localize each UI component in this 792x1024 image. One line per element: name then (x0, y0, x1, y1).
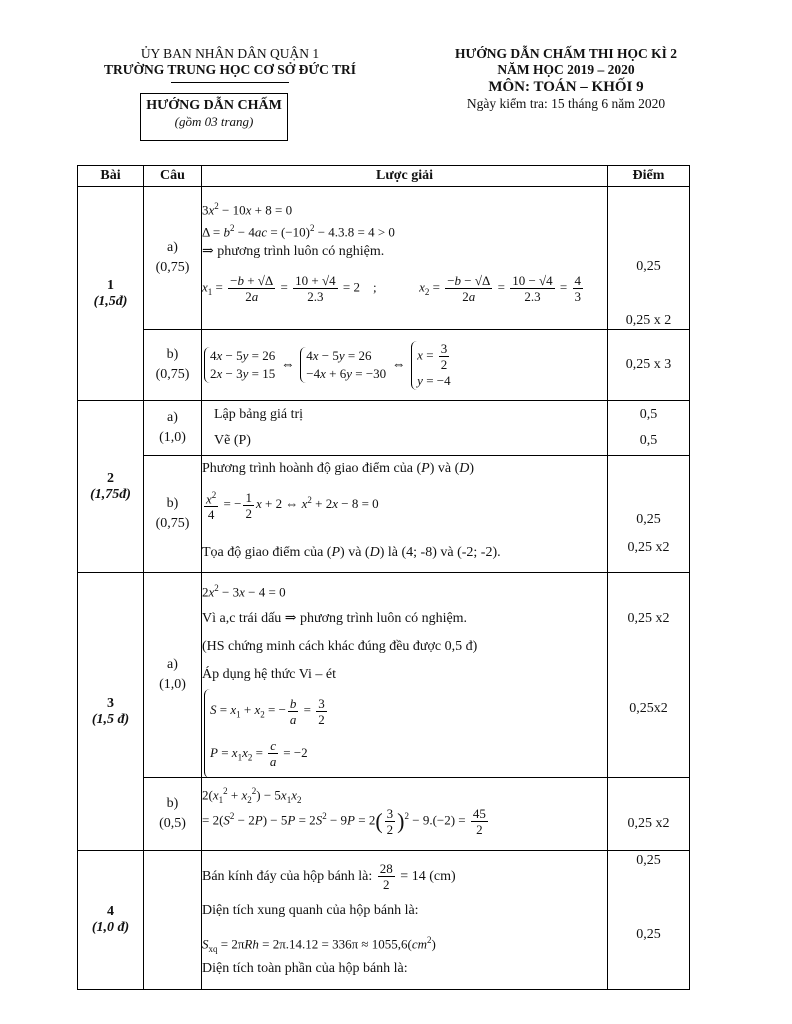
problem-1: 1 (1,5đ) (78, 187, 144, 401)
score-3a: 0,25 x2 0,25x2 (608, 573, 690, 778)
doc-type-title: HƯỚNG DẪN CHẤM (146, 98, 282, 113)
col-diem: Điểm (608, 166, 690, 187)
roots: $x_1$ = $\frac{-b + √\Delta}{2a}$ = $\frac{10 + √4}{2.3}$ = 2 ; $x_2$ = $\frac{-b - √\Delta}{2a}$ = $\frac{10 - √4}{2.3}$ = $\frac{4}{3}$ (202, 273, 582, 304)
score-2b: 0,25 0,25 x2 (608, 456, 690, 573)
question-3a: a) (1,0) (144, 573, 202, 778)
doc-type-box (140, 93, 288, 141)
col-bai: Bài (78, 166, 144, 187)
score-4: 0,25 0,25 (608, 851, 690, 990)
problem-3: 3 (1,5 đ) (78, 573, 144, 851)
underline (171, 82, 289, 83)
col-cau: Câu (144, 166, 202, 187)
question-2b: b) (0,75) (144, 456, 202, 573)
page-count: (gồm 03 trang) (174, 114, 254, 129)
table-row (78, 401, 690, 456)
equation: $3x^2 - 10x + 8 = 0$ (202, 201, 293, 218)
school-name: TRƯỜNG TRUNG HỌC CƠ SỞ ĐỨC TRÍ (103, 62, 357, 77)
grading-table (77, 165, 690, 990)
solution-1b: 4x − 5y = 26 2x − 3y = 15 ⇔ 4x − 5y = 26 −4x + 6y = −30 ⇔ x = $\frac{3}{2}$ y = −4 (202, 330, 608, 401)
table-row (78, 778, 690, 851)
solution-3a: $2x^2 - 3x - 4 = 0$ Vì a,c trái dấu ⇒ phương trình luôn có nghiệm. (HS chứng minh cách khác đúng đều được 0,5 đ) Áp dụng hệ thức Vi – ét $S = x_1 + x_2$ = − $\frac{b}{a}$ = $\frac{3}{2}$ $P = x_1x_2$ = $\frac{c}{a}$ = −2 (202, 573, 608, 778)
solution-2a: Lập bảng giá trị Vẽ (P) (202, 401, 608, 456)
header-left (80, 46, 380, 83)
exam-title: HƯỚNG DẪN CHẤM THI HỌC KÌ 2 (454, 46, 677, 61)
question-2a: a) (1,0) (144, 401, 202, 456)
table-row (78, 573, 690, 778)
score-1b: 0,25 x 3 (608, 330, 690, 401)
table-row (78, 330, 690, 401)
school-year: NĂM HỌC 2019 – 2020 (497, 62, 635, 77)
intersection-eq: $\frac{x^2}{4}$ = − $\frac{1}{2}$ x + 2 ⇔ $x^2 + 2x - 8 = 0$ (206, 489, 379, 523)
question-4 (144, 851, 202, 990)
solution-4: Bán kính đáy của hộp bánh là: $\frac{28}{2}$ = 14 (cm) Diện tích xung quanh của hộp bánh là: $S_{xq} = 2\pi Rh = 2\pi.14.12 = 336\pi \approx 1055,6(cm^2)$ Diện tích toàn phần của hộp bánh là: (202, 851, 608, 990)
solution-2b: Phương trình hoành độ giao điểm của (P) và (D) $\frac{x^2}{4}$ = − $\frac{1}{2}$ x + 2 ⇔ $x^2 + 2x - 8 = 0$ Tọa độ giao điểm của (P) và (D) là (4; -8) và (-2; -2). (202, 456, 608, 573)
score-1a: 0,25 0,25 x 2 (608, 187, 690, 330)
table-row (78, 456, 690, 573)
table-header-row (78, 166, 690, 187)
col-luoc-giai: Lược giải (202, 166, 608, 187)
question-3b: b) (0,5) (144, 778, 202, 851)
subject: MÔN: TOÁN – KHỐI 9 (488, 79, 644, 95)
problem-4: 4 (1,0 đ) (78, 851, 144, 990)
header-right (416, 46, 716, 112)
score-3b: 0,25 x2 (608, 778, 690, 851)
solution-3b: $2(x_1^2 + x_2^2) - 5x_1x_2$ = $2(S^2 - 2P) - 5P = 2S^2 - 9P = 2$( $\frac{3}{2}$ )$^2$ − 9.(−2) = $\frac{45}{2}$ (202, 778, 608, 851)
table-row (78, 187, 690, 330)
problem-2: 2 (1,75đ) (78, 401, 144, 573)
vieta-system: $S = x_1 + x_2$ = − $\frac{b}{a}$ = $\frac{3}{2}$ $P = x_1x_2$ = $\frac{c}{a}$ = −2 (202, 689, 607, 771)
score-2a: 0,5 0,5 (608, 401, 690, 456)
conclusion: ⇒ phương trình luôn có nghiệm. (202, 244, 385, 259)
question-1a: a) (0,75) (144, 187, 202, 330)
table-row (78, 851, 690, 990)
question-1b: b) (0,75) (144, 330, 202, 401)
exam-date: Ngày kiểm tra: 15 tháng 6 năm 2020 (466, 96, 666, 111)
solution-1a (202, 187, 608, 330)
district-name: ỦY BAN NHÂN DÂN QUẬN 1 (140, 46, 320, 61)
discriminant: $\Delta = b^2 - 4ac = (-10)^2 - 4.3.8 = 4 > 0$ (202, 223, 395, 240)
